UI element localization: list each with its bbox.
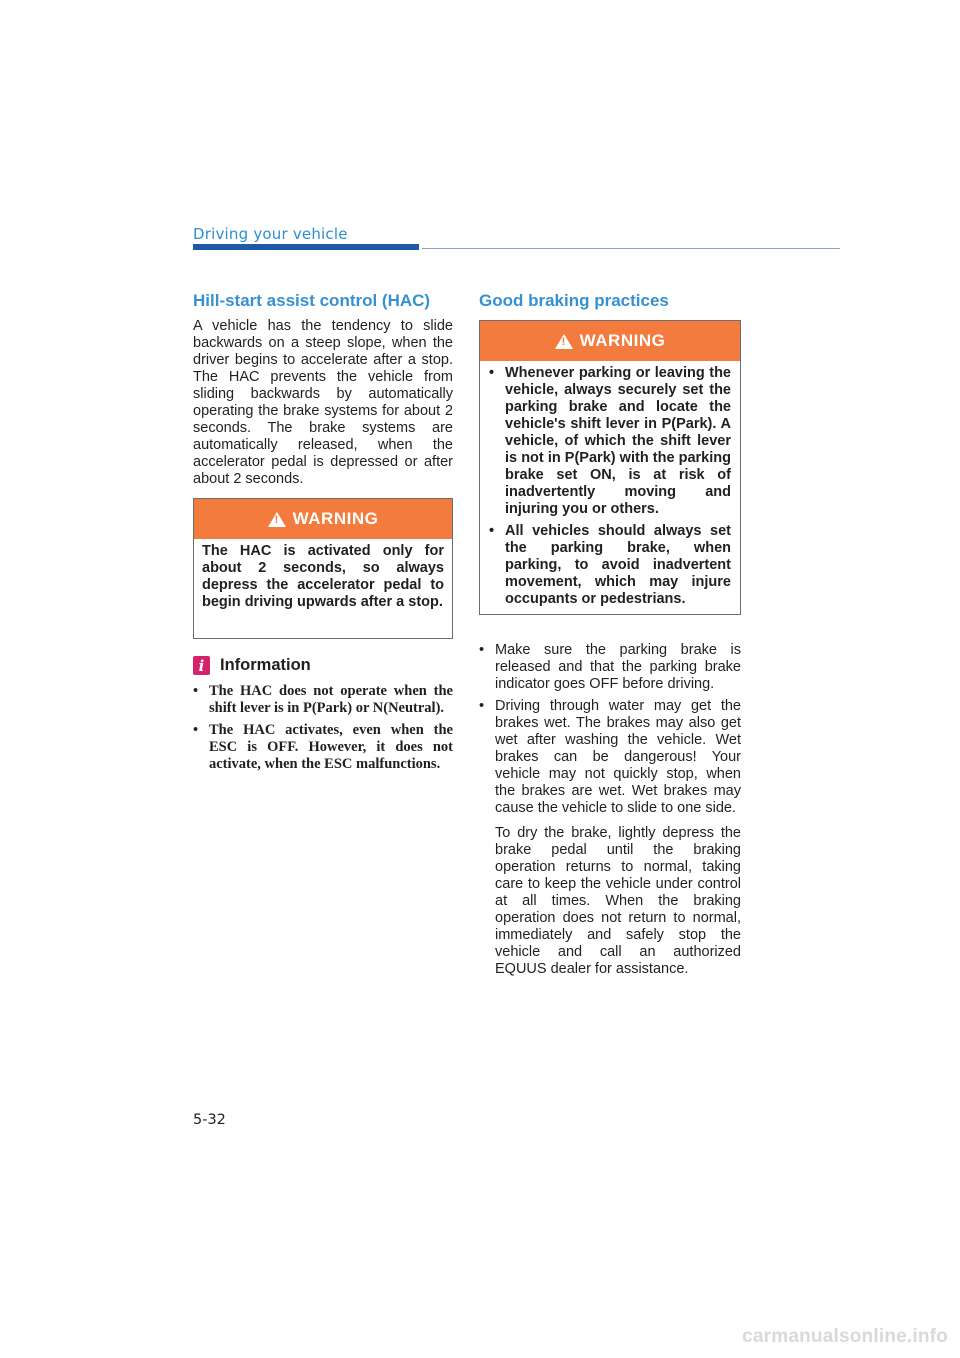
warning-triangle-icon bbox=[268, 512, 286, 527]
information-list bbox=[193, 683, 453, 778]
information-heading bbox=[193, 656, 311, 675]
hac-section-title: Hill-start assist control (HAC) bbox=[193, 291, 431, 310]
page-number: 5-32 bbox=[193, 1112, 226, 1128]
list-item: • The HAC does not operate when the shift lever is in P(Park) or N(Neutral). bbox=[193, 683, 453, 716]
watermark: carmanualsonline.info bbox=[742, 1326, 948, 1347]
list-item: • Whenever parking or leaving the vehicle, always securely set the parking brake and locate the vehicle's shift lever in P(Park). A vehicle, of which the shift lever is not in P(Park) with the parking brake set ON, is at risk of inadvertently moving and injuring you or others. bbox=[489, 365, 731, 517]
braking-warning-box bbox=[479, 320, 741, 615]
warning-label: WARNING bbox=[292, 509, 379, 528]
information-title: Information bbox=[220, 656, 311, 674]
list-item: • All vehicles should always set the parking brake, when parking, to avoid inadvertent movement, which may injure occupants or pedestrians. bbox=[489, 523, 731, 607]
warning-header bbox=[194, 499, 452, 539]
hac-warning-text: The HAC is activated only for about 2 seconds, so always depress the accelerator pedal to begin driving upwards after a stop. bbox=[202, 543, 444, 610]
dry-brake-paragraph: To dry the brake, lightly depress the brake pedal until the braking operation returns to normal, taking care to keep the vehicle under control at all times. When the braking operation does not return to normal, immediately and safely stop the vehicle and call an authorized EQUUS dealer for assistance. bbox=[495, 825, 741, 977]
braking-section-title: Good braking practices bbox=[479, 291, 669, 310]
list-item: • Make sure the parking brake is released and that the parking brake indicator goes OFF before driving. bbox=[479, 642, 741, 692]
warning-triangle-icon bbox=[555, 334, 573, 349]
hac-warning-box bbox=[193, 498, 453, 639]
hac-intro-paragraph: A vehicle has the tendency to slide backwards on a steep slope, when the driver begins to accelerate after a stop. The HAC prevents the vehicle from sliding backwards by automatically operating the brake systems for about 2 seconds. The brake systems are automatically released, when the accelerator pedal is depressed or after about 2 seconds. bbox=[193, 318, 453, 487]
list-item: • The HAC activates, even when the ESC is OFF. However, it does not activate, when the ESC malfunctions. bbox=[193, 722, 453, 772]
list-item: • Driving through water may get the brakes wet. The brakes may also get wet after washing the vehicle. Wet brakes can be dangerous! Your vehicle may not quickly stop, when the brakes are wet. Wet brakes may cause the vehicle to slide to one side. To dry the brake, lightly depress the brake pedal until the braking operation returns to normal, taking care to keep the vehicle under control at all times. When the braking operation does not return to normal, immediately and safely stop the vehicle and call an authorized EQUUS dealer for assistance. bbox=[479, 698, 741, 977]
braking-warning-list bbox=[489, 365, 731, 608]
braking-tips-list bbox=[479, 642, 741, 983]
warning-header bbox=[480, 321, 740, 361]
header-rule-thick bbox=[193, 244, 419, 250]
header-rule-thin bbox=[422, 248, 840, 249]
warning-label: WARNING bbox=[579, 331, 666, 350]
info-icon: i bbox=[193, 656, 210, 675]
section-header-title: Driving your vehicle bbox=[193, 225, 348, 243]
